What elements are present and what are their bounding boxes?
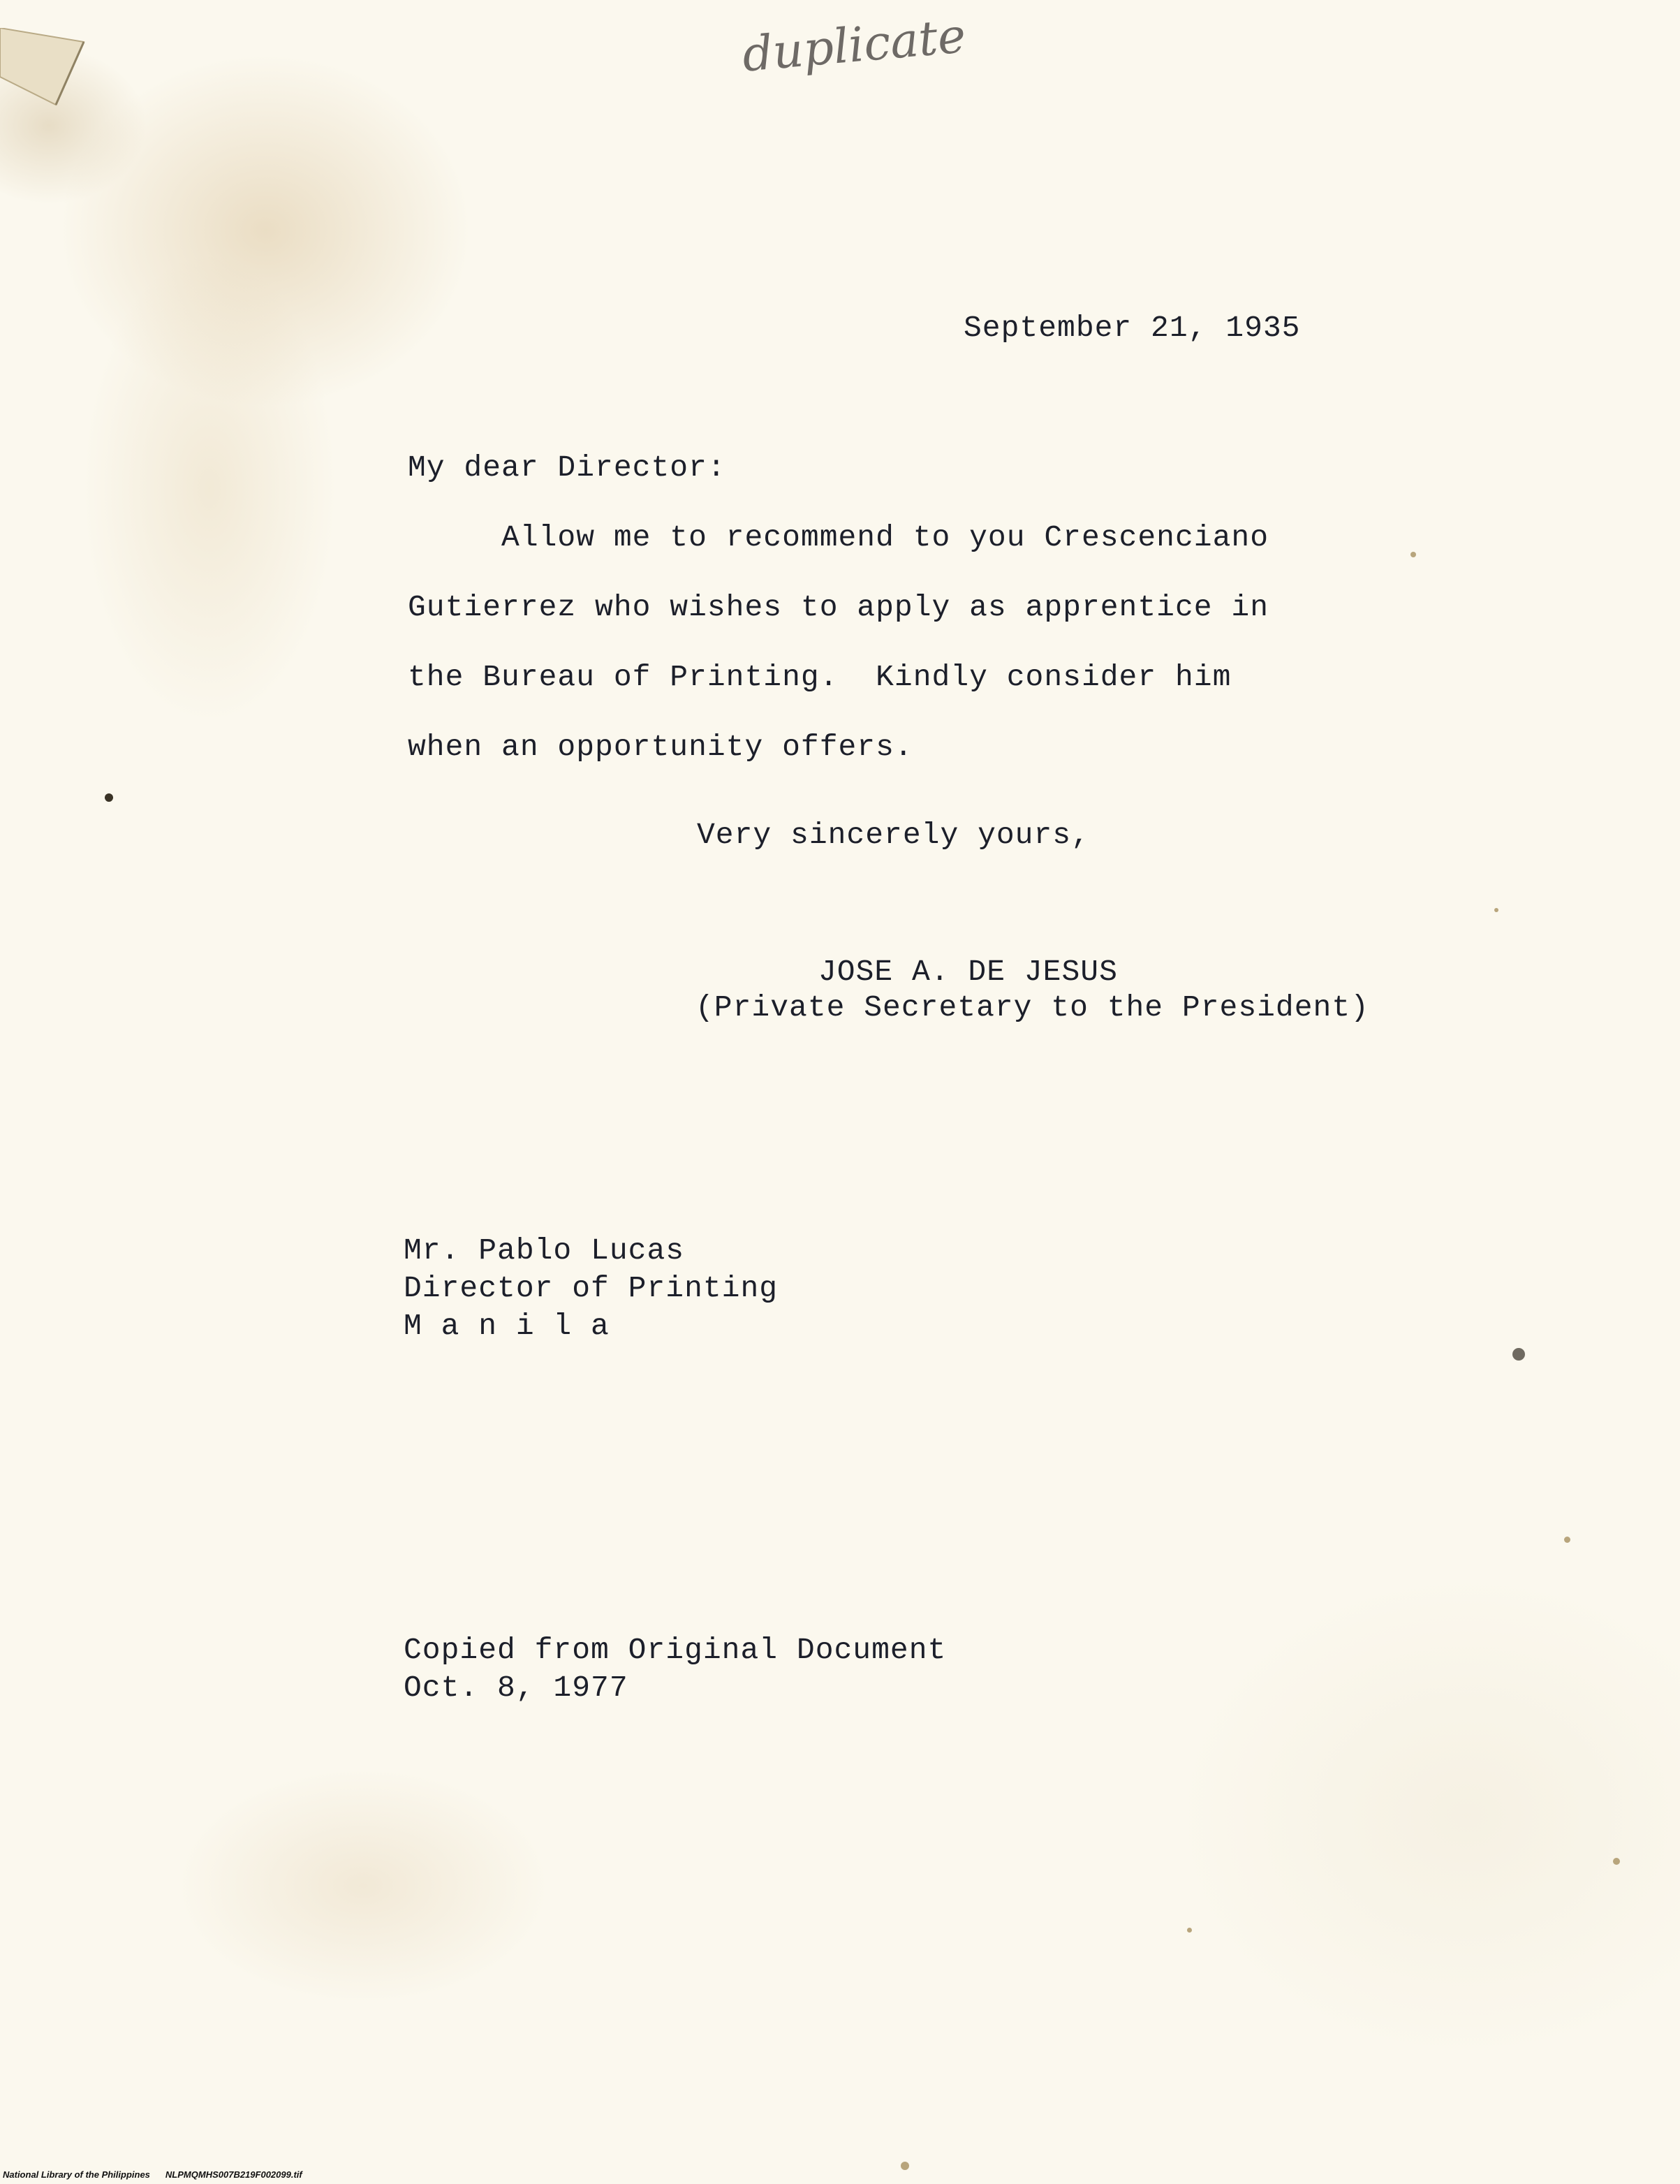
stain-speck	[901, 2162, 909, 2170]
library-label: National Library of the Philippines	[3, 2169, 150, 2180]
ink-speck	[105, 793, 113, 802]
stain-speck	[1494, 908, 1498, 912]
signatory-title: (Private Secretary to the President)	[695, 990, 1369, 1025]
letter-salutation: My dear Director:	[408, 450, 726, 485]
archive-footer	[0, 2164, 302, 2184]
body-line: when an opportunity offers.	[408, 730, 913, 764]
addressee-line: Director of Printing	[404, 1271, 779, 1305]
stain-speck	[1187, 1928, 1192, 1933]
addressee-line: Mr. Pablo Lucas	[404, 1233, 685, 1268]
body-line: Gutierrez who wishes to apply as apprentice in	[408, 590, 1269, 624]
body-line: Allow me to recommend to you Crescenciano	[408, 520, 1269, 555]
letter-body	[408, 503, 1269, 782]
letter-date: September 21, 1935	[964, 311, 1301, 345]
addressee-block	[404, 1232, 778, 1345]
copy-note-line: Oct. 8, 1977	[404, 1671, 628, 1705]
stain-speck	[1613, 1858, 1620, 1865]
file-id-label: NLPMQMHS007B219F002099.tif	[165, 2169, 302, 2180]
stain-speck	[1410, 552, 1416, 557]
ink-speck	[1512, 1348, 1525, 1361]
copy-note-line: Copied from Original Document	[404, 1633, 947, 1667]
copy-note	[404, 1632, 946, 1707]
signatory-name: JOSE A. DE JESUS	[818, 955, 1118, 989]
stain-speck	[1564, 1537, 1570, 1543]
letter-closing: Very sincerely yours,	[697, 818, 1090, 852]
addressee-line: M a n i l a	[404, 1309, 610, 1343]
body-line: the Bureau of Printing. Kindly consider him	[408, 660, 1232, 694]
handwritten-annotation: duplicate	[740, 8, 968, 83]
folded-corner	[0, 28, 98, 112]
